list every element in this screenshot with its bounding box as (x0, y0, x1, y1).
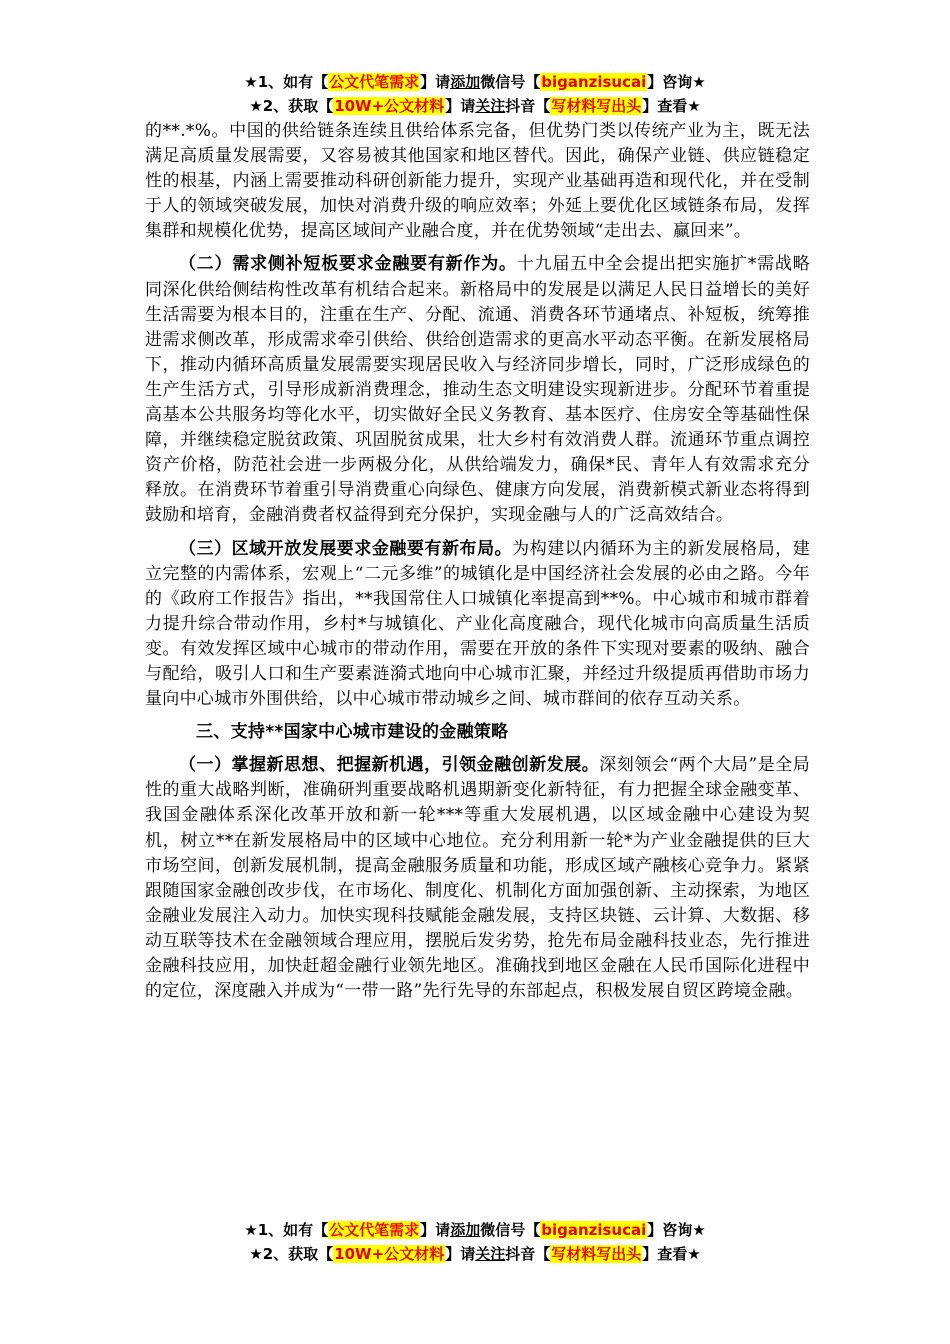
banner-emphasis: 添加 (450, 73, 481, 91)
banner-highlight: 10W+公文材料 (334, 97, 445, 115)
document-body (145, 119, 810, 1012)
paragraph-lead: （一）掌握新思想、把握新机遇，引领金融创新发展。 (179, 755, 600, 776)
banner-text: 】请 (445, 97, 476, 115)
banner-highlight: 写材料写出头 (551, 1245, 642, 1263)
banner-line-2 (0, 1242, 950, 1266)
paragraph-text: 深刻领会“两个大局”是全局性的重大战略判断，准确研判重要战略机遇期新变化新特征，有力把握全球金融变革、我国金融体系深化改革开放和新一轮***等重大发展机遇，以区域金融中心建设为契机，树立**在新发展格局中的区域中心地位。充分利用新一轮*为产业金融提供的巨大市场空间，创新发展机制，提高金融服务质量和功能，形成区域产融核心竞争力。紧紧跟随国家金融创改步伐，在市场化、制度化、机制化方面加强创新、主动探索，为地区金融业发展注入动力。加快实现科技赋能金融发展，支持区块链、云计算、大数据、移动互联等技术在金融领域合理应用，摆脱后发劣势，抢先布局金融科技业态，先行推进金融科技应用，加快赶超金融行业领先地区。准确找到地区金融在人民币国际化进程中的定位，深度融入并成为“一带一路”先行先导的东部起点，积极发展自贸区跨境金融。 (145, 755, 811, 1002)
banner-text: 】咨询★ (647, 1221, 706, 1239)
banner-text: ★1、如有【 (244, 1221, 329, 1239)
banner-text: 】请 (445, 1245, 476, 1263)
banner-text: 】咨询★ (647, 73, 706, 91)
banner-highlight: 10W+公文材料 (334, 1245, 445, 1263)
paragraph-text: 为构建以内循环为主的新发展格局，建立完整的内需体系，宏观上“二元多维”的城镇化是中国经济社会发展的必由之路。今年的《政府工作报告》指出，**我国常住人口城镇化率提高到**%。中心城市和城市群着力提升综合带动作用，乡村*与城镇化、产业化高度融合，现代化城市向高质量生活质变。有效发挥区域中心城市的带动作用，需要在开放的条件下实现对要素的吸纳、融合与配给，吸引人口和生产要素涟漪式地向中心城市汇聚，并经过升级提质再借助市场力量向中心城市外围供给，以中心城市带动城乡之间、城市群间的依存互动关系。 (145, 538, 810, 710)
banner-line-1 (0, 70, 950, 94)
banner-text: 】查看★ (642, 97, 701, 115)
paragraph (145, 753, 810, 1004)
paragraph-text: 十九届五中全会提出把实施扩*需战略同深化供给侧结构性改革有机结合起来。新格局中的发展是以满足人民日益增长的美好生活需要为根本目的，注重在生产、分配、流通、消费各环节通堵点、补短板，统筹推进需求侧改革，形成需求牵引供给、供给创造需求的更高水平动态平衡。在新发展格局下，推动内循环高质量发展需要实现居民收入与经济同步增长，同时，广泛形成绿色的生产生活方式，引导形成新消费理念，推动生态文明建设实现新进步。分配环节着重提高基本公共服务均等化水平，切实做好全民义务教育、基本医疗、住房安全等基础性保障，并继续稳定脱贫政策、巩固脱贫成果，壮大乡村有效消费人群。流通环节重点调控资产价格，防范社会进一步两极分化，从供给端发力，确保*民、青年人有效需求充分释放。在消费环节着重引导消费重心向绿色、健康方向发展，消费新模式新业态将得到鼓励和培育，金融消费者权益得到充分保护，实现金融与人的广泛高效结合。 (145, 254, 810, 526)
header-banner (0, 70, 950, 118)
banner-text: 】请 (420, 73, 451, 91)
banner-text: ★1、如有【 (244, 73, 329, 91)
paragraph (145, 252, 810, 528)
banner-text: 抖音【 (505, 1245, 551, 1263)
banner-text: 微信号【 (480, 73, 541, 91)
banner-emphasis: 添加 (450, 1221, 481, 1239)
banner-emphasis: 关注 (475, 1245, 506, 1263)
section-heading: 三、支持**国家中心城市建设的金融策略 (196, 722, 509, 743)
banner-highlight: biganzisucai (541, 1221, 647, 1239)
banner-emphasis: 关注 (475, 97, 506, 115)
banner-text: ★2、获取【 (249, 1245, 334, 1263)
banner-text: ★2、获取【 (249, 97, 334, 115)
banner-line-2 (0, 94, 950, 118)
banner-highlight: 公文代笔需求 (329, 73, 420, 91)
paragraph (145, 537, 810, 713)
footer-banner (0, 1218, 950, 1266)
banner-highlight: 写材料写出头 (551, 97, 642, 115)
banner-highlight: biganzisucai (541, 73, 647, 91)
banner-text: 抖音【 (505, 97, 551, 115)
banner-line-1 (0, 1218, 950, 1242)
paragraph: 的**.*%。中国的供给链条连续且供给体系完备，但优势门类以传统产业为主，既无法满足高质量发展需要，又容易被其他国家和地区替代。因此，确保产业链、供应链稳定性的根基，内涵上需要推动科研创新能力提升，实现产业基础再造和现代化，并在受制于人的领域突破发展，加快对消费升级的响应效率；外延上要优化区域链条布局，发挥集群和规模化优势，提高区域间产业融合度，并在优势领域“走出去、赢回来”。 (145, 121, 810, 242)
banner-text: 】请 (420, 1221, 451, 1239)
banner-highlight: 公文代笔需求 (329, 1221, 420, 1239)
paragraph-lead: （二）需求侧补短板要求金融要有新作为。 (179, 254, 517, 275)
paragraph-lead: （三）区域开放发展要求金融要有新布局。 (179, 538, 513, 559)
banner-text: 】查看★ (642, 1245, 701, 1263)
banner-text: 微信号【 (480, 1221, 541, 1239)
